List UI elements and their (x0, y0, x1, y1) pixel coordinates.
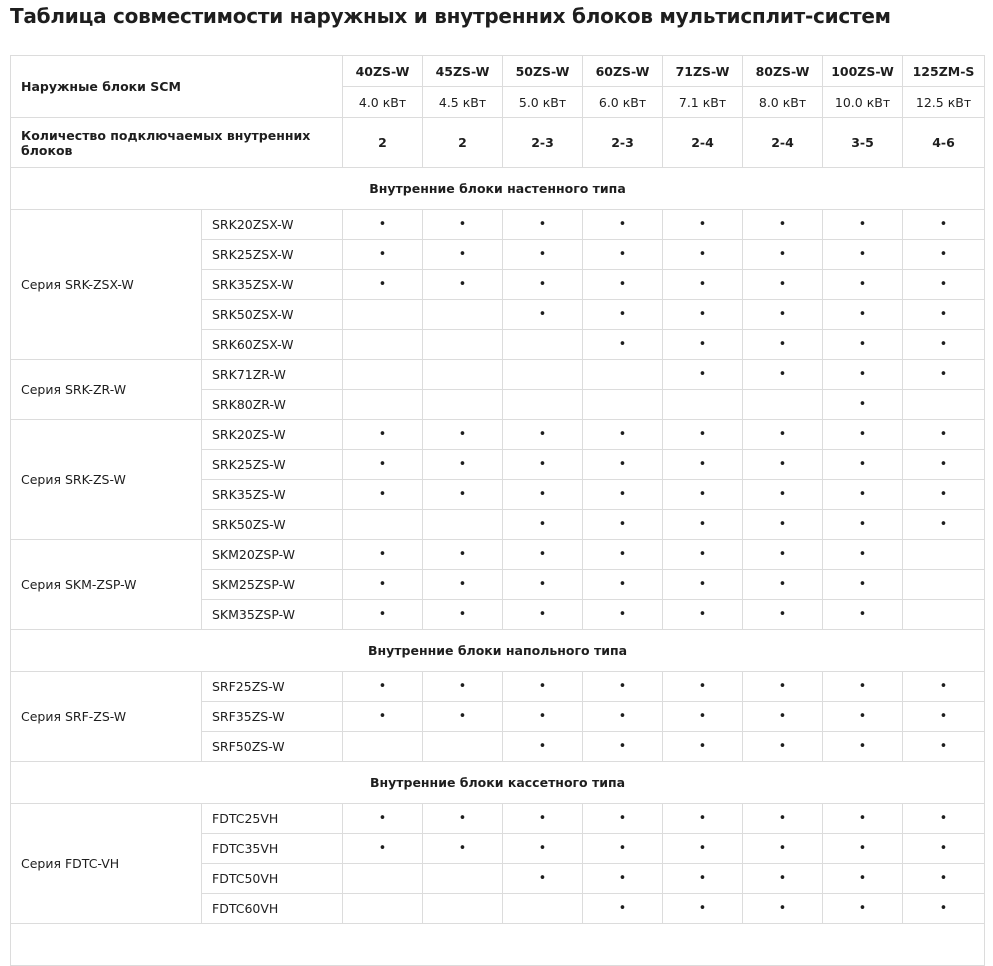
indoor-count-label: Количество подключаемых внутренних блоков (11, 118, 343, 168)
compatible-marker: • (823, 390, 903, 420)
header-row-models (11, 56, 985, 87)
series-name: Серия SRF-ZS-W (11, 672, 202, 762)
indoor-count-value: 2-3 (503, 118, 583, 168)
table-row (11, 804, 985, 834)
compatible-marker: • (743, 270, 823, 300)
compatible-marker: • (663, 330, 743, 360)
section-title-next (11, 924, 985, 966)
compatible-marker: • (343, 702, 423, 732)
compatible-marker: • (663, 360, 743, 390)
compatible-marker: • (663, 510, 743, 540)
compatible-marker: • (423, 270, 503, 300)
compatible-marker: • (583, 804, 663, 834)
compatible-marker: • (663, 864, 743, 894)
compatible-marker: • (583, 600, 663, 630)
compatible-marker: • (903, 510, 985, 540)
section-row (11, 168, 985, 210)
compatible-marker: • (343, 600, 423, 630)
compatible-marker: • (583, 510, 663, 540)
compatible-marker: • (503, 804, 583, 834)
compatible-marker: • (423, 450, 503, 480)
compatible-marker: • (503, 672, 583, 702)
compatible-marker: • (503, 480, 583, 510)
compatible-marker: • (823, 732, 903, 762)
compatible-marker: • (743, 804, 823, 834)
compatible-marker: • (343, 480, 423, 510)
indoor-model-name: SRK25ZS-W (202, 450, 343, 480)
indoor-count-value: 2-3 (583, 118, 663, 168)
compatible-marker: • (823, 480, 903, 510)
compatible-marker: • (743, 420, 823, 450)
compatible-marker: • (343, 450, 423, 480)
compatible-marker: • (663, 420, 743, 450)
empty-cell (343, 510, 423, 540)
compatible-marker: • (743, 600, 823, 630)
compatible-marker: • (503, 210, 583, 240)
compatible-marker: • (743, 450, 823, 480)
table-row (11, 360, 985, 390)
compatible-marker: • (823, 894, 903, 924)
compatible-marker: • (343, 540, 423, 570)
table-body (11, 56, 985, 966)
compatible-marker: • (743, 210, 823, 240)
section-row (11, 762, 985, 804)
indoor-count-value: 2 (343, 118, 423, 168)
outdoor-power-header: 8.0 кВт (743, 87, 823, 118)
compatible-marker: • (663, 450, 743, 480)
compatible-marker: • (743, 540, 823, 570)
compatible-marker: • (823, 210, 903, 240)
compatible-marker: • (743, 672, 823, 702)
compatible-marker: • (743, 360, 823, 390)
indoor-count-value: 4-6 (903, 118, 985, 168)
indoor-model-name: FDTC60VH (202, 894, 343, 924)
compatible-marker: • (583, 210, 663, 240)
compatible-marker: • (663, 210, 743, 240)
compatible-marker: • (663, 732, 743, 762)
compatible-marker: • (423, 240, 503, 270)
outdoor-model-header: 71ZS-W (663, 56, 743, 87)
empty-cell (503, 360, 583, 390)
page-title: Таблица совместимости наружных и внутренних блоков мультисплит-систем (10, 4, 891, 28)
compatible-marker: • (583, 834, 663, 864)
empty-cell (903, 540, 985, 570)
compatible-marker: • (583, 702, 663, 732)
section-row (11, 924, 985, 966)
empty-cell (503, 330, 583, 360)
compatible-marker: • (823, 600, 903, 630)
section-title: Внутренние блоки кассетного типа (11, 762, 985, 804)
compatible-marker: • (663, 480, 743, 510)
compatible-marker: • (423, 540, 503, 570)
compatible-marker: • (823, 300, 903, 330)
indoor-model-name: SRK25ZSX-W (202, 240, 343, 270)
compatible-marker: • (743, 834, 823, 864)
outdoor-power-header: 6.0 кВт (583, 87, 663, 118)
series-name: Серия SRK-ZR-W (11, 360, 202, 420)
compatible-marker: • (583, 732, 663, 762)
indoor-model-name: SRK80ZR-W (202, 390, 343, 420)
outdoor-model-header: 125ZM-S (903, 56, 985, 87)
empty-cell (423, 864, 503, 894)
table-row (11, 540, 985, 570)
table-row (11, 672, 985, 702)
table-row (11, 420, 985, 450)
compatible-marker: • (583, 570, 663, 600)
compatible-marker: • (583, 480, 663, 510)
indoor-model-name: SRK71ZR-W (202, 360, 343, 390)
compatible-marker: • (583, 420, 663, 450)
indoor-model-name: SRF50ZS-W (202, 732, 343, 762)
compatible-marker: • (743, 732, 823, 762)
outdoor-model-header: 45ZS-W (423, 56, 503, 87)
compatible-marker: • (583, 672, 663, 702)
compatible-marker: • (743, 894, 823, 924)
empty-cell (423, 300, 503, 330)
indoor-model-name: SRK50ZSX-W (202, 300, 343, 330)
compatible-marker: • (903, 834, 985, 864)
indoor-model-name: SRF35ZS-W (202, 702, 343, 732)
compatible-marker: • (743, 510, 823, 540)
header-row-count (11, 118, 985, 168)
compatible-marker: • (343, 834, 423, 864)
series-name: Серия SRK-ZS-W (11, 420, 202, 540)
compatible-marker: • (823, 360, 903, 390)
compatible-marker: • (583, 450, 663, 480)
outdoor-model-header: 80ZS-W (743, 56, 823, 87)
outdoor-model-header: 60ZS-W (583, 56, 663, 87)
compatible-marker: • (663, 600, 743, 630)
compatible-marker: • (823, 450, 903, 480)
empty-cell (423, 330, 503, 360)
compatible-marker: • (903, 270, 985, 300)
compatible-marker: • (743, 864, 823, 894)
indoor-model-name: SRK35ZSX-W (202, 270, 343, 300)
compatible-marker: • (823, 834, 903, 864)
compatible-marker: • (583, 894, 663, 924)
indoor-model-name: SKM25ZSP-W (202, 570, 343, 600)
compatible-marker: • (423, 480, 503, 510)
compatible-marker: • (663, 300, 743, 330)
indoor-model-name: FDTC50VH (202, 864, 343, 894)
indoor-model-name: FDTC25VH (202, 804, 343, 834)
compatible-marker: • (503, 702, 583, 732)
empty-cell (503, 894, 583, 924)
compatible-marker: • (423, 672, 503, 702)
series-name: Серия SKM-ZSP-W (11, 540, 202, 630)
compatible-marker: • (823, 510, 903, 540)
compatible-marker: • (663, 270, 743, 300)
compatible-marker: • (663, 570, 743, 600)
outdoor-model-header: 40ZS-W (343, 56, 423, 87)
indoor-model-name: SKM20ZSP-W (202, 540, 343, 570)
outdoor-power-header: 4.0 кВт (343, 87, 423, 118)
indoor-model-name: SRK35ZS-W (202, 480, 343, 510)
compatible-marker: • (903, 702, 985, 732)
compatible-marker: • (663, 540, 743, 570)
compatible-marker: • (823, 240, 903, 270)
outdoor-power-header: 5.0 кВт (503, 87, 583, 118)
compatible-marker: • (743, 300, 823, 330)
compatible-marker: • (503, 420, 583, 450)
series-name: Серия SRK-ZSX-W (11, 210, 202, 360)
empty-cell (343, 894, 423, 924)
compatible-marker: • (583, 270, 663, 300)
compatible-marker: • (423, 702, 503, 732)
series-name: Серия FDTC-VH (11, 804, 202, 924)
outdoor-model-header: 50ZS-W (503, 56, 583, 87)
compatible-marker: • (503, 834, 583, 864)
compatible-marker: • (583, 540, 663, 570)
compatible-marker: • (343, 570, 423, 600)
empty-cell (343, 360, 423, 390)
empty-cell (343, 390, 423, 420)
compatible-marker: • (823, 570, 903, 600)
compatible-marker: • (583, 300, 663, 330)
compatible-marker: • (503, 732, 583, 762)
indoor-model-name: SRF25ZS-W (202, 672, 343, 702)
compatible-marker: • (503, 450, 583, 480)
compatible-marker: • (903, 894, 985, 924)
compatible-marker: • (583, 864, 663, 894)
compatible-marker: • (903, 420, 985, 450)
compatible-marker: • (663, 702, 743, 732)
compatible-marker: • (423, 804, 503, 834)
indoor-count-value: 2 (423, 118, 503, 168)
compatible-marker: • (423, 210, 503, 240)
indoor-count-value: 3-5 (823, 118, 903, 168)
compatible-marker: • (503, 300, 583, 330)
compatible-marker: • (903, 450, 985, 480)
compatible-marker: • (743, 570, 823, 600)
section-title: Внутренние блоки напольного типа (11, 630, 985, 672)
empty-cell (903, 570, 985, 600)
compatible-marker: • (823, 804, 903, 834)
empty-cell (503, 390, 583, 420)
indoor-model-name: SRK50ZS-W (202, 510, 343, 540)
outdoor-units-label: Наружные блоки SCM (11, 56, 343, 118)
compatible-marker: • (343, 420, 423, 450)
compatible-marker: • (663, 672, 743, 702)
compatible-marker: • (343, 804, 423, 834)
empty-cell (743, 390, 823, 420)
compatible-marker: • (743, 480, 823, 510)
compatible-marker: • (503, 570, 583, 600)
compatible-marker: • (903, 240, 985, 270)
indoor-model-name: SRK20ZSX-W (202, 210, 343, 240)
compatible-marker: • (663, 240, 743, 270)
empty-cell (423, 732, 503, 762)
indoor-model-name: FDTC35VH (202, 834, 343, 864)
compatibility-table (10, 55, 985, 966)
compatible-marker: • (903, 360, 985, 390)
empty-cell (343, 300, 423, 330)
compatible-marker: • (823, 540, 903, 570)
outdoor-power-header: 12.5 кВт (903, 87, 985, 118)
compatible-marker: • (903, 864, 985, 894)
empty-cell (423, 360, 503, 390)
compatible-marker: • (343, 210, 423, 240)
compatible-marker: • (823, 270, 903, 300)
compatible-marker: • (903, 330, 985, 360)
compatible-marker: • (823, 864, 903, 894)
section-row (11, 630, 985, 672)
compatible-marker: • (503, 240, 583, 270)
outdoor-power-header: 4.5 кВт (423, 87, 503, 118)
empty-cell (343, 330, 423, 360)
empty-cell (343, 864, 423, 894)
outdoor-model-header: 100ZS-W (823, 56, 903, 87)
table-row (11, 210, 985, 240)
compatible-marker: • (423, 420, 503, 450)
compatible-marker: • (503, 600, 583, 630)
compatible-marker: • (903, 480, 985, 510)
compatible-marker: • (503, 270, 583, 300)
outdoor-power-header: 10.0 кВт (823, 87, 903, 118)
compatible-marker: • (903, 672, 985, 702)
compatible-marker: • (743, 702, 823, 732)
indoor-model-name: SRK20ZS-W (202, 420, 343, 450)
compatible-marker: • (423, 600, 503, 630)
compatible-marker: • (903, 210, 985, 240)
compatible-marker: • (423, 570, 503, 600)
indoor-model-name: SRK60ZSX-W (202, 330, 343, 360)
compatible-marker: • (903, 804, 985, 834)
compatible-marker: • (903, 732, 985, 762)
compatible-marker: • (583, 330, 663, 360)
indoor-count-value: 2-4 (743, 118, 823, 168)
compatible-marker: • (743, 330, 823, 360)
compatible-marker: • (663, 834, 743, 864)
compatible-marker: • (903, 300, 985, 330)
compatible-marker: • (343, 240, 423, 270)
empty-cell (903, 600, 985, 630)
compatible-marker: • (823, 702, 903, 732)
empty-cell (423, 390, 503, 420)
compatible-marker: • (503, 540, 583, 570)
compatible-marker: • (423, 834, 503, 864)
compatible-marker: • (823, 672, 903, 702)
empty-cell (583, 360, 663, 390)
compatible-marker: • (663, 894, 743, 924)
compatible-marker: • (663, 804, 743, 834)
empty-cell (423, 510, 503, 540)
compatible-marker: • (583, 240, 663, 270)
compatible-marker: • (503, 864, 583, 894)
indoor-model-name: SKM35ZSP-W (202, 600, 343, 630)
empty-cell (343, 732, 423, 762)
empty-cell (583, 390, 663, 420)
outdoor-power-header: 7.1 кВт (663, 87, 743, 118)
section-title: Внутренние блоки настенного типа (11, 168, 985, 210)
compatible-marker: • (343, 270, 423, 300)
compatible-marker: • (503, 510, 583, 540)
compatible-marker: • (343, 672, 423, 702)
empty-cell (903, 390, 985, 420)
indoor-count-value: 2-4 (663, 118, 743, 168)
compatible-marker: • (743, 240, 823, 270)
empty-cell (423, 894, 503, 924)
compatible-marker: • (823, 420, 903, 450)
compatible-marker: • (823, 330, 903, 360)
empty-cell (663, 390, 743, 420)
